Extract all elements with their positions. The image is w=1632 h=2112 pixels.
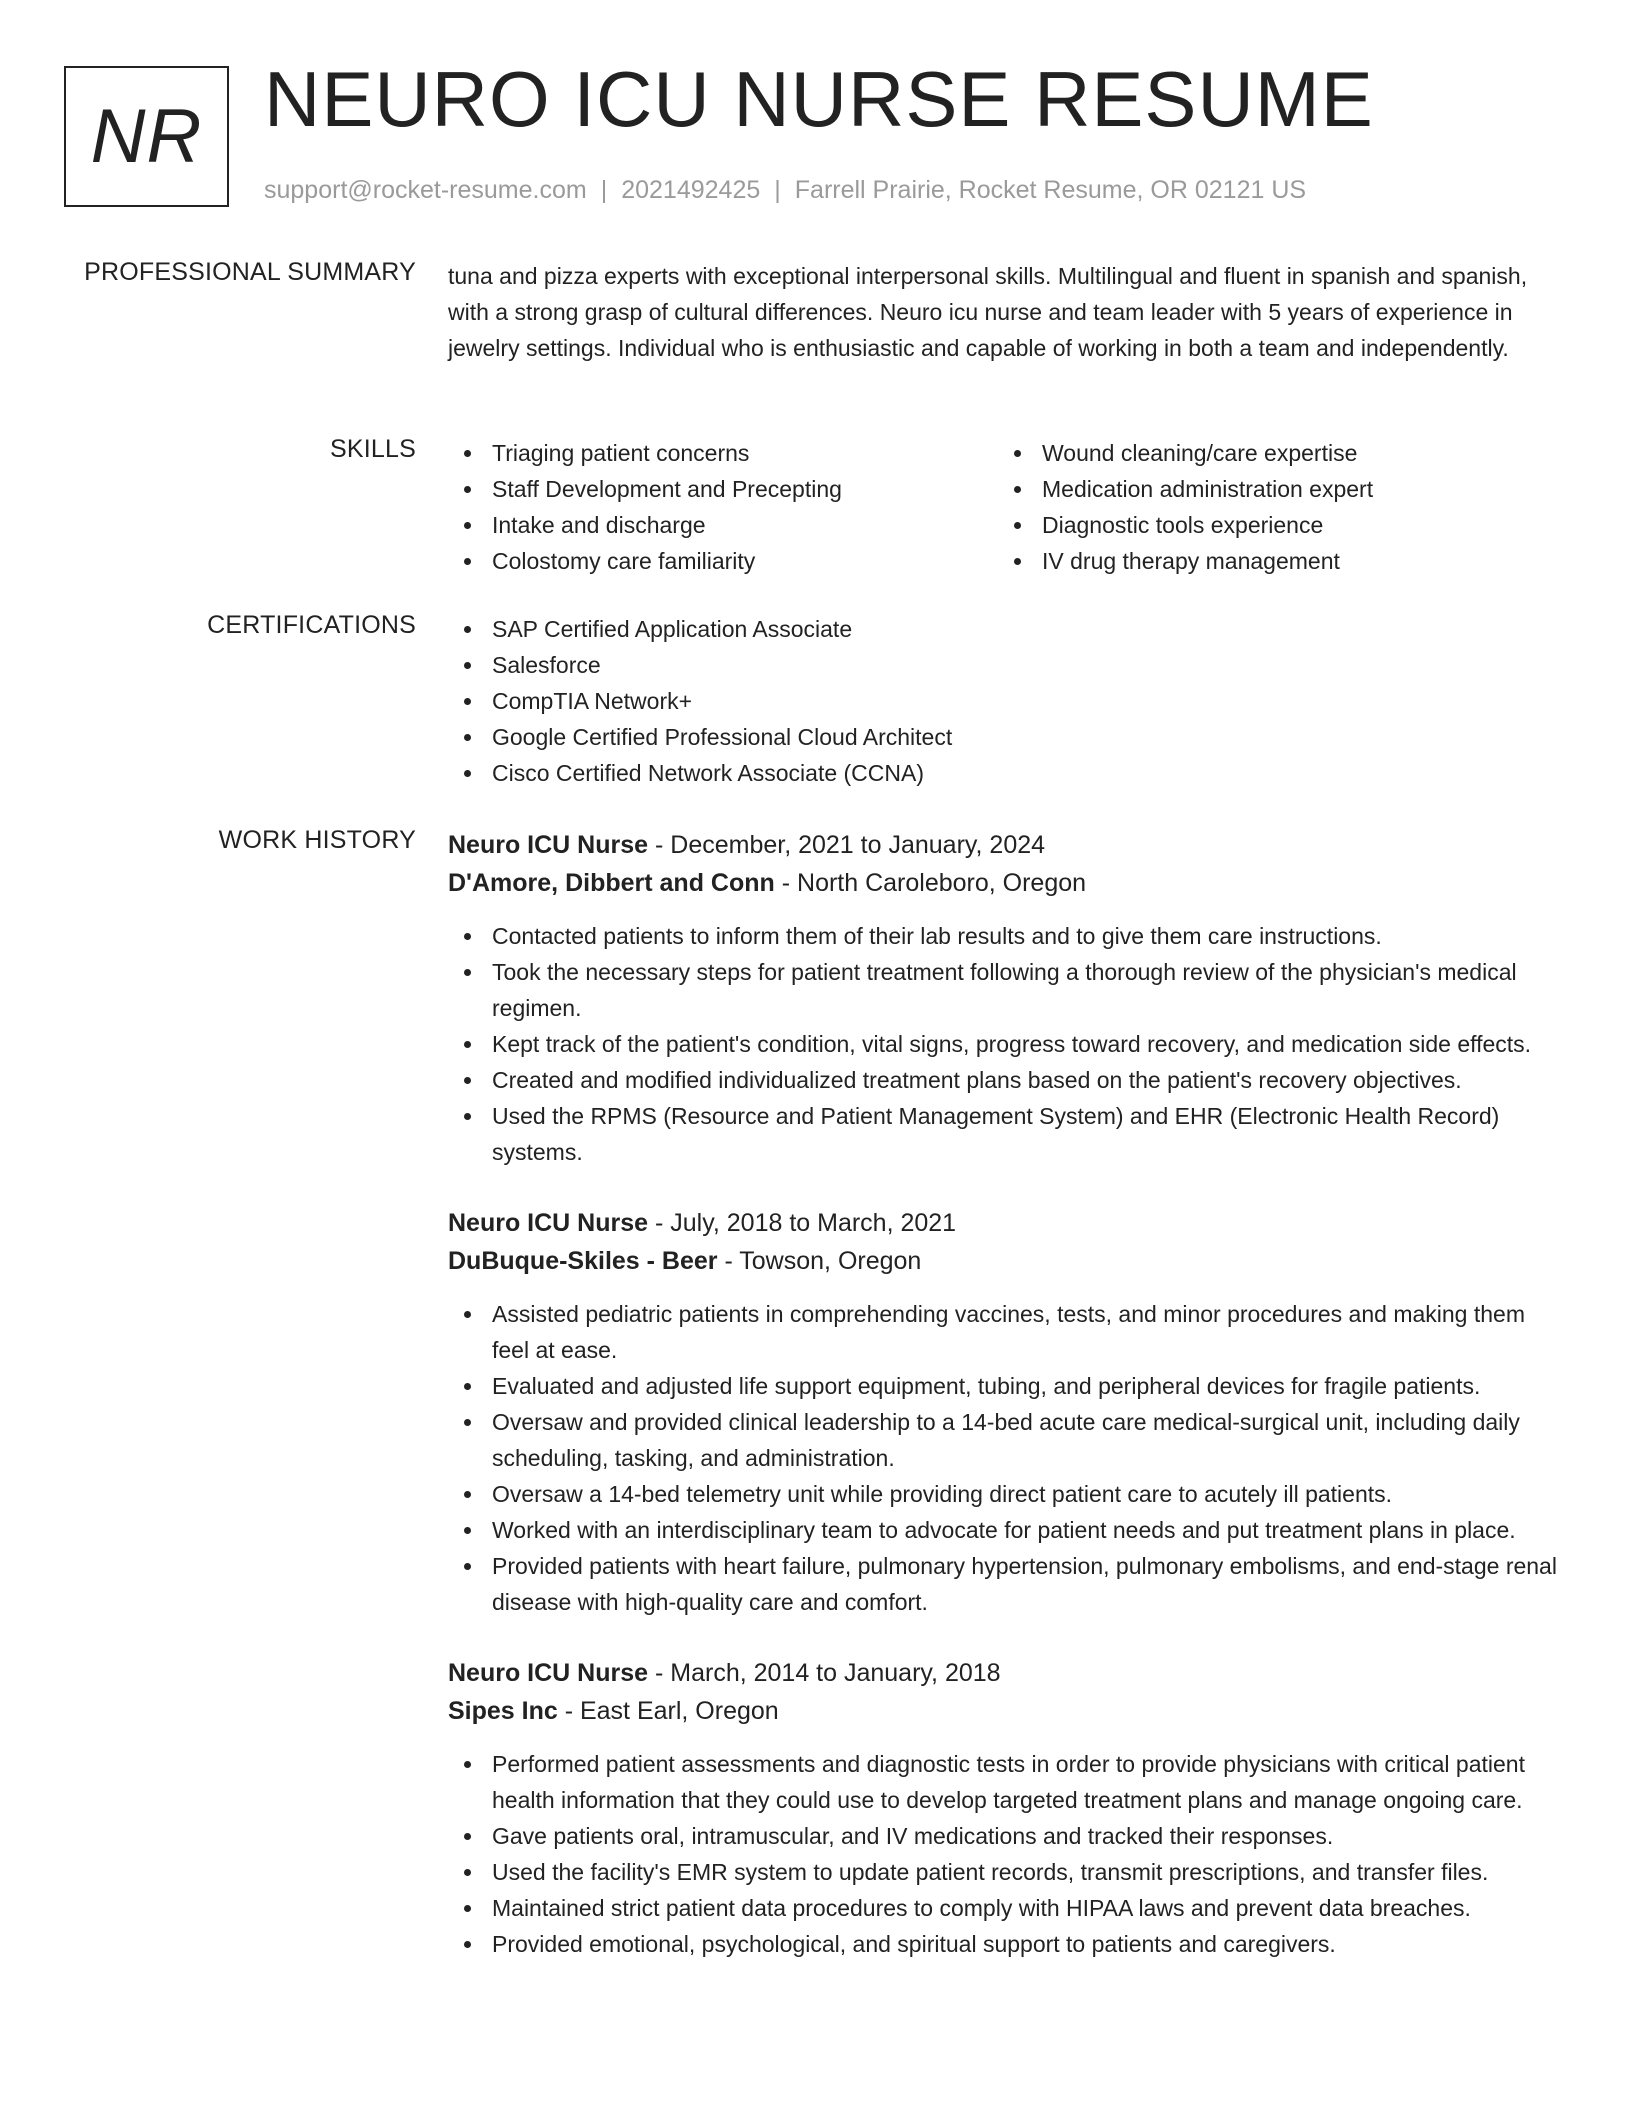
- certification-item: Salesforce: [492, 647, 1566, 683]
- job-title-line: [448, 1204, 1566, 1242]
- job-bullet: Provided emotional, psychological, and spiritual support to patients and caregivers.: [492, 1926, 1566, 1962]
- skill-item: Wound cleaning/care expertise: [1042, 435, 1548, 471]
- contact-email[interactable]: support@rocket-resume.com: [264, 176, 587, 204]
- summary-text: tuna and pizza experts with exceptional interpersonal skills. Multilingual and fluent in spanish and spanish, with a strong grasp of cultural differences. Neuro icu nurse and team leader with 5 years of experience in jewelry settings. Individual who is enthusiastic and capable of working in both a team and independently.: [448, 263, 1528, 361]
- contact-separator: |: [600, 176, 608, 204]
- work-history-body: [448, 826, 1566, 1996]
- job-entry: [448, 1654, 1566, 1962]
- skill-item: Medication administration expert: [1042, 471, 1548, 507]
- certification-item: Cisco Certified Network Associate (CCNA): [492, 755, 1566, 791]
- job-bullet: Used the facility's EMR system to update patient records, transmit prescriptions, and transfer files.: [492, 1854, 1566, 1890]
- skill-item: IV drug therapy management: [1042, 543, 1548, 579]
- job-company-line: [448, 1692, 1566, 1730]
- job-bullet: Worked with an interdisciplinary team to advocate for patient needs and put treatment plans in place.: [492, 1512, 1566, 1548]
- summary-body: [448, 258, 1566, 366]
- job-bullet: Evaluated and adjusted life support equipment, tubing, and peripheral devices for fragile patients.: [492, 1368, 1566, 1404]
- monogram-logo: [64, 66, 229, 207]
- job-bullet: Contacted patients to inform them of their lab results and to give them care instructions.: [492, 918, 1566, 954]
- job-bullet: Provided patients with heart failure, pulmonary hypertension, pulmonary embolisms, and end-stage renal disease with high-quality care and comfort.: [492, 1548, 1566, 1620]
- job-company-line: [448, 1242, 1566, 1280]
- job-bullet: Assisted pediatric patients in comprehending vaccines, tests, and minor procedures and making them feel at ease.: [492, 1296, 1566, 1368]
- contact-phone[interactable]: 2021492425: [621, 176, 761, 204]
- skill-item: Diagnostic tools experience: [1042, 507, 1548, 543]
- job-company-line: [448, 864, 1566, 902]
- section-heading: SKILLS: [330, 435, 416, 463]
- job-dates: - March, 2014 to January, 2018: [648, 1659, 1001, 1687]
- skill-item: Staff Development and Precepting: [492, 471, 998, 507]
- job-company: D'Amore, Dibbert and Conn: [448, 869, 775, 897]
- job-bullet: Oversaw and provided clinical leadership to a 14-bed acute care medical-surgical unit, including daily scheduling, tasking, and administration.: [492, 1404, 1566, 1476]
- job-company: DuBuque-Skiles - Beer: [448, 1247, 718, 1275]
- contact-separator: |: [774, 176, 781, 204]
- page-title: NEURO ICU NURSE RESUME: [264, 55, 1374, 143]
- certification-item: Google Certified Professional Cloud Architect: [492, 719, 1566, 755]
- job-bullet: Took the necessary steps for patient treatment following a thorough review of the physician's medical regimen.: [492, 954, 1566, 1026]
- job-bullet: Performed patient assessments and diagnostic tests in order to provide physicians with critical patient health information that they could use to develop targeted treatment plans and manage ongoing care.: [492, 1746, 1566, 1818]
- skills-column-left: [448, 435, 998, 579]
- section-heading: CERTIFICATIONS: [207, 611, 416, 639]
- certification-item: CompTIA Network+: [492, 683, 1566, 719]
- job-bullet: Used the RPMS (Resource and Patient Management System) and EHR (Electronic Health Record) systems.: [492, 1098, 1566, 1170]
- skill-item: Triaging patient concerns: [492, 435, 998, 471]
- monogram-initials: NR: [90, 94, 203, 179]
- job-bullet: Created and modified individualized treatment plans based on the patient's recovery objectives.: [492, 1062, 1566, 1098]
- job-location: - East Earl, Oregon: [557, 1697, 779, 1725]
- job-entry: [448, 826, 1566, 1170]
- certification-item: SAP Certified Application Associate: [492, 611, 1566, 647]
- contact-address: Farrell Prairie, Rocket Resume, OR 02121 US: [794, 176, 1307, 204]
- section-heading: WORK HISTORY: [218, 826, 416, 854]
- job-title: Neuro ICU Nurse: [448, 1209, 649, 1237]
- skills-grid: [448, 435, 1566, 579]
- job-bullet: Kept track of the patient's condition, vital signs, progress toward recovery, and medication side effects.: [492, 1026, 1566, 1062]
- job-title-line: [448, 1654, 1566, 1692]
- job-bullet: Gave patients oral, intramuscular, and IV medications and tracked their responses.: [492, 1818, 1566, 1854]
- job-title: Neuro ICU Nurse: [448, 1659, 649, 1687]
- job-dates: - July, 2018 to March, 2021: [648, 1209, 957, 1237]
- job-title-line: [448, 826, 1566, 864]
- job-title: Neuro ICU Nurse: [448, 831, 649, 859]
- job-bullet: Oversaw a 14-bed telemetry unit while providing direct patient care to acutely ill patients.: [492, 1476, 1566, 1512]
- skills-body: [448, 435, 1566, 579]
- certifications-body: [448, 611, 1566, 791]
- job-company: Sipes Inc: [448, 1697, 558, 1725]
- job-dates: - December, 2021 to January, 2024: [648, 831, 1046, 859]
- skills-column-right: [998, 435, 1548, 579]
- section-heading: PROFESSIONAL SUMMARY: [84, 258, 416, 286]
- skill-item: Intake and discharge: [492, 507, 998, 543]
- skill-item: Colostomy care familiarity: [492, 543, 998, 579]
- job-location: - Towson, Oregon: [717, 1247, 922, 1275]
- contact-line: [264, 176, 1306, 205]
- job-bullet: Maintained strict patient data procedures to comply with HIPAA laws and prevent data breaches.: [492, 1890, 1566, 1926]
- job-location: - North Caroleboro, Oregon: [774, 869, 1087, 897]
- job-entry: [448, 1204, 1566, 1620]
